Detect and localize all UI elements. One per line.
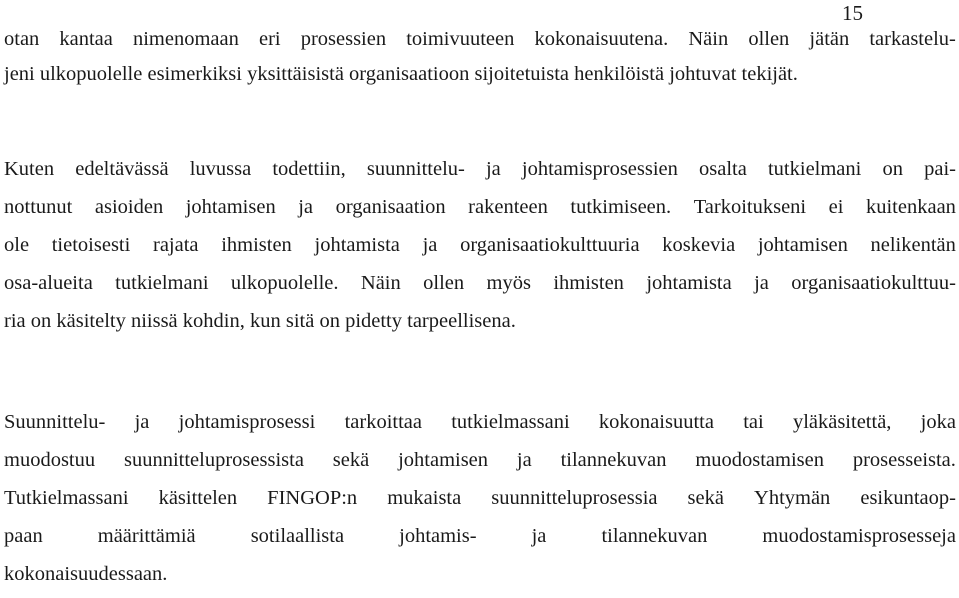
word: ja xyxy=(516,449,532,471)
word: rajata xyxy=(153,234,199,256)
word: tutkielmani xyxy=(767,158,862,180)
paragraph-line xyxy=(4,403,956,441)
word: johtamisen xyxy=(185,196,276,218)
word: ja xyxy=(754,272,769,294)
word: todettiin, xyxy=(272,158,346,180)
word: Näin xyxy=(688,28,729,50)
word: otan xyxy=(4,28,40,50)
word: nottunut xyxy=(4,196,73,218)
word: Tutkielmassani xyxy=(4,487,129,509)
word: luvussa xyxy=(189,158,252,180)
word: joka xyxy=(920,411,956,433)
word: suunnittelu- xyxy=(366,158,465,180)
word: ihmisten xyxy=(553,272,624,294)
word: Yhtymän xyxy=(754,487,831,509)
paragraph-3 xyxy=(4,403,956,593)
paragraph-line xyxy=(4,226,956,264)
word: toimivuuteen xyxy=(406,28,515,50)
word: osalta xyxy=(699,158,747,180)
word: tilannekuvan xyxy=(560,449,667,471)
word: sotilaallista xyxy=(250,525,345,547)
word: Suunnittelu- xyxy=(4,411,106,433)
paragraph-line xyxy=(4,479,956,517)
word: ja xyxy=(134,411,150,433)
word: Kuten xyxy=(4,158,55,180)
word: käsittelen xyxy=(158,487,238,509)
word: sekä xyxy=(332,449,370,471)
word: johtamisprosessi xyxy=(178,411,316,433)
word: ollen xyxy=(423,272,465,294)
word: organisaation xyxy=(335,196,446,218)
word: asioiden xyxy=(94,196,164,218)
word: yläkäsitettä, xyxy=(792,411,892,433)
word: prosessien xyxy=(300,28,387,50)
word: suunnitteluprosessista xyxy=(123,449,304,471)
word: johtamis- xyxy=(399,525,477,547)
paragraph-line xyxy=(4,264,956,302)
word: Tarkoitukseni xyxy=(693,196,807,218)
paragraph-line xyxy=(4,22,956,57)
word: ei xyxy=(828,196,844,218)
word: tutkielmani xyxy=(115,272,209,294)
word: tilannekuvan xyxy=(601,525,708,547)
word: nimenomaan xyxy=(132,28,239,50)
word: mukaista xyxy=(387,487,462,509)
word: rakenteen xyxy=(468,196,548,218)
word: kuitenkaan xyxy=(865,196,956,218)
word: tietoisesti xyxy=(51,234,131,256)
word: tarkoittaa xyxy=(344,411,422,433)
word: tutkimiseen. xyxy=(570,196,672,218)
word: koskevia xyxy=(662,234,736,256)
word: johtamisen xyxy=(757,234,848,256)
paragraph-line xyxy=(4,441,956,479)
word: ja xyxy=(422,234,438,256)
word: ole xyxy=(4,234,30,256)
word: pai- xyxy=(924,158,956,180)
paragraph-2 xyxy=(4,150,956,340)
paragraph-line: ria on käsitelty niissä kohdin, kun sitä on pidetty tarpeellisena. xyxy=(4,310,516,332)
word: edeltävässä xyxy=(75,158,169,180)
word: määrittämiä xyxy=(97,525,196,547)
word: johtamisen xyxy=(398,449,489,471)
word: muodostuu xyxy=(4,449,96,471)
page-number: 15 xyxy=(842,1,863,25)
word: johtamisprosessien xyxy=(521,158,678,180)
word: tarkastelu- xyxy=(869,28,956,50)
word: ollen xyxy=(748,28,790,50)
word: jätän xyxy=(809,28,850,50)
word: ulkopuolelle. xyxy=(230,272,339,294)
word: suunnitteluprosessia xyxy=(491,487,658,509)
word: ihmisten xyxy=(221,234,292,256)
paragraph-line: jeni ulkopuolelle esimerkiksi yksittäisistä organisaatioon sijoitetuista henkilöistä johtuvat tekijät. xyxy=(4,63,798,85)
paragraph-line xyxy=(4,517,956,555)
word: johtamista xyxy=(314,234,400,256)
word: FINGOP:n xyxy=(267,487,358,509)
word: kokonaisuutena. xyxy=(534,28,669,50)
word: kokonaisuutta xyxy=(598,411,714,433)
word: muodostamisprosesseja xyxy=(762,525,956,547)
word: organisaatiokulttuuria xyxy=(460,234,640,256)
word: on xyxy=(882,158,903,180)
word: eri xyxy=(258,28,281,50)
word: organisaatiokulttuu- xyxy=(791,272,956,294)
word: ja xyxy=(531,525,547,547)
word: sekä xyxy=(687,487,724,509)
word: muodostamisen xyxy=(695,449,824,471)
word: kantaa xyxy=(59,28,113,50)
paragraph-1 xyxy=(4,22,956,92)
word: ja xyxy=(485,158,501,180)
paragraph-line: kokonaisuudessaan. xyxy=(4,563,168,585)
word: nelikentän xyxy=(870,234,956,256)
word: paan xyxy=(4,525,43,547)
paragraph-line xyxy=(4,150,956,188)
word: johtamista xyxy=(646,272,732,294)
word: esikuntaop- xyxy=(860,487,956,509)
word: Näin xyxy=(360,272,401,294)
word: osa-alueita xyxy=(4,272,93,294)
word: tai xyxy=(743,411,764,433)
word: myös xyxy=(486,272,531,294)
word: prosesseista. xyxy=(852,449,956,471)
word: ja xyxy=(298,196,314,218)
paragraph-line xyxy=(4,188,956,226)
word: tutkielmassani xyxy=(451,411,570,433)
